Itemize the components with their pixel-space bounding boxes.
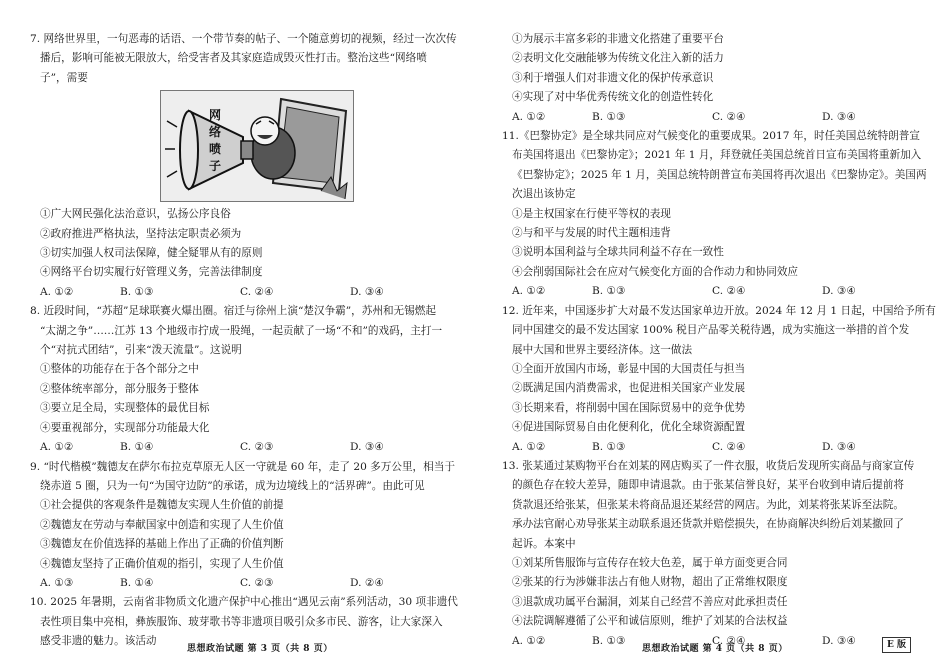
megaphone-text	[207, 107, 223, 175]
option-c[interactable]: C. ②④	[712, 440, 746, 453]
option-a[interactable]: A. ①②	[512, 110, 546, 123]
question-stem-line: 货款退还给张某，但张某未将商品退还某经营的网店。为此，刘某将张某诉至法院。	[512, 498, 904, 511]
answer-statement: ②表明文化交融能够为传统文化注入新的活力	[512, 52, 724, 65]
question-stem-line: 起诉。本案中	[512, 537, 576, 550]
choice-options	[502, 438, 940, 457]
question-stem-line: 11.《巴黎协定》是全球共同应对气候变化的重要成果。2017 年，时任美国总统特朗普宣	[502, 130, 920, 143]
answer-statement: ③魏德友在价值选择的基础上作出了正确的价值判断	[40, 538, 284, 551]
question-stem-line: 绕赤道 5 圈，只为一句“为国守边防”的承诺，成为边境线上的“活界碑”。由此可见	[40, 479, 425, 492]
question-stem-line: 7. 网络世界里，一句恶毒的话语、一个带节奏的帖子、一个随意剪切的视频，经过一次次传	[30, 33, 457, 45]
option-b[interactable]: B. ①③	[592, 440, 626, 453]
option-b[interactable]: B. ①④	[120, 441, 154, 454]
answer-statement: ③长期来看，将削弱中国在国际贸易中的竞争优势	[512, 401, 746, 414]
answer-statement: ①广大网民强化法治意识，弘扬公序良俗	[40, 208, 231, 221]
option-c[interactable]: C. ②④	[712, 285, 746, 298]
question-stem-line: 感受非遗的魅力。该活动	[40, 635, 157, 648]
option-d[interactable]: D. ③④	[822, 110, 856, 123]
choice-options	[502, 108, 940, 127]
option-d[interactable]: D. ③④	[822, 285, 856, 298]
option-b[interactable]: B. ①③	[592, 285, 626, 298]
choice-options	[30, 438, 468, 457]
answer-statement: ①为展示丰富多彩的非遗文化搭建了重要平台	[512, 33, 724, 45]
answer-statement: ③要立足全局，实现整体的最优目标	[40, 402, 210, 415]
option-a[interactable]: A. ①②	[40, 285, 74, 298]
answer-statement: ②既满足国内消费需求，也促进相关国家产业发展	[512, 382, 746, 395]
answer-statement: ③退款成功属平台漏洞，刘某自己经营不善应对此承担责任	[512, 595, 788, 608]
question-11	[502, 127, 940, 302]
option-a[interactable]: A. ①②	[512, 634, 546, 647]
question-stem-line: 表性项目集中亮相，彝族服饰、玻芽歌书等非遗项目吸引众多市民、游客，让大家深入	[40, 615, 443, 628]
megaphone-char: 络	[208, 125, 221, 140]
option-c[interactable]: C. ②④	[712, 634, 746, 647]
question-stem-line: 个“对抗式团结”，引来“泼天流量”。这说明	[40, 344, 242, 357]
option-a[interactable]: A. ①②	[512, 440, 546, 453]
option-b[interactable]: B. ①④	[120, 576, 154, 589]
option-d[interactable]: D. ③④	[350, 441, 384, 454]
answer-statement: ②与和平与发展的时代主题相违背	[512, 227, 671, 240]
question-9	[30, 458, 468, 594]
question-stem-line: 布美国将退出《巴黎协定》；2021 年 1 月，拜登就任美国总统首日宣布美国将重新加入	[512, 149, 922, 162]
answer-statement: ①社会提供的客观条件是魏德友实现人生价值的前提	[40, 499, 284, 512]
option-b[interactable]: B. ①③	[592, 110, 626, 123]
answer-statement: ④法院调解遵循了公平和诚信原则，维护了刘某的合法权益	[512, 615, 788, 628]
megaphone-char: 喷	[208, 142, 221, 157]
question-stem-line: 12. 近年来，中国逐步扩大对最不发达国家单边开放。2024 年 12 月 1 日起，中国给予所有	[502, 304, 936, 317]
option-b[interactable]: B. ①③	[120, 285, 154, 298]
answer-statement: ③切实加强人权司法保障，健全疑罪从有的原则	[40, 247, 263, 260]
megaphone-char: 网	[208, 108, 221, 123]
answer-statement: ①是主权国家在行使平等权的表现	[512, 207, 671, 220]
answer-statement: ④促进国际贸易自由化便利化，优化全球资源配置	[512, 421, 746, 434]
right-column	[502, 30, 940, 651]
option-d[interactable]: D. ③④	[822, 634, 856, 647]
option-d[interactable]: D. ③④	[350, 285, 384, 298]
answer-statement: ②魏德友在劳动与奉献国家中创造和实现了人生价值	[40, 518, 284, 531]
answer-statement: ①整体的功能存在于各个部分之中	[40, 363, 199, 376]
option-b[interactable]: B. ①③	[592, 634, 626, 647]
question-stem-line: 播后，影响可能被无限放大，给受害者及其家庭造成毁灭性打击。整治这些“网络喷	[40, 52, 427, 65]
answer-statement: ④会削弱国际社会在应对气候变化方面的合作动力和协同效应	[512, 265, 799, 278]
edition-badge: E 版	[882, 637, 911, 653]
question-stem-line: 8. 近段时间，“苏超”足球联赛火爆出圈。宿迁与徐州上演“楚汉争霸”，苏州和无锡燃起	[30, 305, 436, 318]
choice-options	[30, 574, 468, 593]
question-7	[30, 30, 468, 302]
page-footer-left: 思想政治试题 第 3 页（共 8 页）	[187, 644, 333, 654]
answer-statement: ④实现了对中华优秀传统文化的创造性转化	[512, 91, 714, 104]
question-stem-line: 13. 张某通过某购物平台在刘某的网店购买了一件衣服，收货后发现所实商品与商家宣传	[502, 459, 915, 472]
option-d[interactable]: D. ③④	[822, 440, 856, 453]
question-stem-line: 次退出该协定	[512, 188, 576, 201]
answer-statement: ④网络平台切实履行好管理义务，完善法律制度	[40, 266, 263, 279]
option-c[interactable]: C. ②④	[240, 285, 274, 298]
question-stem-line: 的颜色存在较大差异，随即申请退款。由于张某信誉良好，某平台收到申请后提前将	[512, 479, 904, 492]
answer-statement: ①全面开放国内市场，彰显中国的大国责任与担当	[512, 362, 746, 375]
choice-options	[30, 283, 468, 302]
question-stem-line: “太湖之争”……江苏 13 个地级市拧成一股绳，一起贡献了一场“不和”的戏码，主打一	[40, 324, 443, 337]
answer-statement: ③利于增强人们对非遗文化的保护传承意识	[512, 71, 714, 84]
question-12	[502, 302, 940, 457]
question-8	[30, 302, 468, 457]
answer-statement: ①刘某所售服饰与宣传存在较大色差，属于单方面变更合同	[512, 556, 788, 569]
question-stem-line: 10. 2025 年暑期，云南省非物质文化遗产保护中心推出“遇见云南”系列活动，30 项非遗代	[30, 596, 458, 609]
option-a[interactable]: A. ①②	[512, 285, 546, 298]
question-stem-line: 同中国建交的最不发达国家 100% 税目产品零关税待遇，成为实施这一举措的首个发	[512, 324, 910, 337]
cartoon-illustration	[160, 90, 354, 202]
option-c[interactable]: C. ②③	[240, 576, 274, 589]
answer-statement: ②政府推进严格执法，坚持法定职责必须为	[40, 227, 242, 240]
question-10-continued	[502, 30, 940, 127]
option-a[interactable]: A. ①②	[40, 441, 74, 454]
answer-statement: ②张某的行为涉嫌非法占有他人财物，超出了正常维权限度	[512, 576, 788, 589]
cartoon-drawing	[161, 91, 353, 201]
option-c[interactable]: C. ②③	[240, 441, 274, 454]
question-stem-line: 子”，需要	[40, 71, 88, 84]
question-stem-line: 展中大国和世界主要经济体。这一做法	[512, 343, 693, 356]
answer-statement: ②整体统率部分，部分服务于整体	[40, 382, 199, 395]
option-d[interactable]: D. ②④	[350, 576, 384, 589]
question-stem-line: 承办法官耐心劝导张某主动联系退还货款并赔偿损失，在协商解决纠纷后刘某撤回了	[512, 518, 904, 531]
answer-statement: ④魏德友坚持了正确价值观的指引，实现了人生价值	[40, 557, 284, 570]
megaphone-char: 子	[208, 159, 221, 174]
question-stem-line: 9. “时代楷模”魏德友在萨尔布拉克草原无人区一守就是 60 年，走了 20 多万公里，相当于	[30, 460, 455, 473]
question-stem-line: 《巴黎协定》；2025 年 1 月，美国总统特朗普宣布美国将再次退出《巴黎协定》。美国两	[512, 168, 927, 181]
choice-options	[502, 282, 940, 301]
option-c[interactable]: C. ②④	[712, 110, 746, 123]
answer-statement: ③说明本国利益与全球共同利益不存在一致性	[512, 246, 724, 259]
page-footer-right: 思想政治试题 第 4 页（共 8 页）	[642, 644, 788, 654]
option-a[interactable]: A. ①③	[40, 576, 74, 589]
question-13	[502, 457, 940, 651]
left-column	[30, 30, 468, 652]
answer-statement: ④要重视部分，实现部分功能最大化	[40, 421, 210, 434]
